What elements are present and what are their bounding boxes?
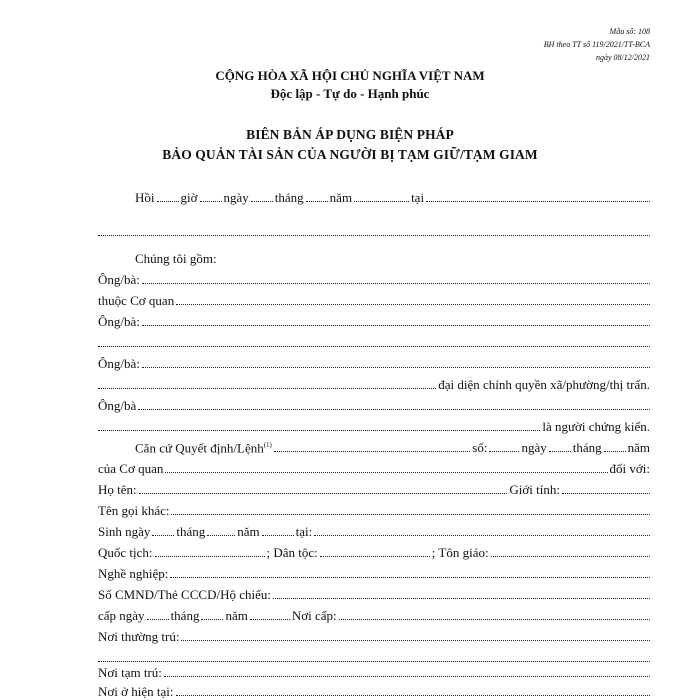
- issue-year-field[interactable]: [250, 619, 290, 620]
- label-nguoi-chung-kien: là người chứng kiến.: [542, 419, 650, 434]
- member1-name-field[interactable]: [142, 283, 650, 284]
- hour-field[interactable]: [157, 201, 179, 202]
- label-gioi-tinh: Giới tính:: [509, 482, 560, 497]
- label-issue-thang: tháng: [170, 608, 200, 623]
- basis-row: [135, 438, 650, 456]
- decision-number-field[interactable]: [489, 451, 519, 452]
- label-ton-giao: ; Tôn giáo:: [431, 545, 489, 560]
- decision-day-field[interactable]: [549, 451, 571, 452]
- issue-month-field[interactable]: [201, 619, 223, 620]
- label-so: số:: [472, 440, 488, 455]
- witness-name-field[interactable]: [138, 409, 650, 410]
- witness-role-row: [98, 417, 650, 435]
- current-address-row: [98, 682, 650, 700]
- witness-continuation-field[interactable]: [98, 430, 540, 431]
- alias-row: [98, 501, 650, 519]
- id-issue-row: [98, 606, 650, 624]
- issue-day-field[interactable]: [147, 619, 169, 620]
- occupation-row: [98, 564, 650, 582]
- birth-row: [98, 522, 650, 540]
- permanent-address-row: [98, 627, 650, 645]
- national-motto: Độc lập - Tự do - Hạnh phúc: [270, 86, 430, 101]
- ethnicity-field[interactable]: [320, 556, 430, 557]
- label-cua-co-quan: của Cơ quan: [98, 461, 164, 476]
- label-ngay: ngày: [223, 190, 249, 205]
- member1-row: [98, 270, 650, 288]
- label-ho-ten: Họ tên:: [98, 482, 137, 497]
- label-doi-voi: đối với:: [609, 461, 650, 476]
- temporary-address-row: [98, 663, 650, 681]
- label-nghe-nghiep: Nghề nghiệp:: [98, 566, 169, 581]
- minute-field[interactable]: [200, 201, 222, 202]
- issuing-agency-row: [98, 459, 650, 477]
- place-field[interactable]: [426, 201, 650, 202]
- month-field[interactable]: [306, 201, 328, 202]
- issue-place-field[interactable]: [339, 619, 650, 620]
- gender-field[interactable]: [562, 493, 650, 494]
- label-sinh-ngay: Sinh ngày: [98, 524, 151, 539]
- document-title-line1: BIÊN BẢN ÁP DỤNG BIỆN PHÁP: [246, 127, 454, 142]
- document-title-line2: BẢO QUẢN TÀI SẢN CỦA NGƯỜI BỊ TẠM GIỮ/TẠM GIAM: [162, 147, 538, 162]
- label-can-cu: [135, 437, 274, 456]
- temporary-address-field[interactable]: [164, 676, 650, 677]
- national-title: CỘNG HÒA XÃ HỘI CHỦ NGHĨA VIỆT NAM: [215, 68, 485, 83]
- decision-field[interactable]: [274, 451, 470, 452]
- label-ong-ba-4: Ông/bà: [98, 398, 137, 413]
- agency-field[interactable]: [176, 304, 650, 305]
- label-can-cu-text: Căn cứ Quyết định/Lệnh: [135, 440, 264, 455]
- decision-month-field[interactable]: [604, 451, 626, 452]
- form-circular: BH theo TT số 119/2021/TT-BCA: [543, 40, 650, 49]
- local-authority-row: [98, 375, 650, 393]
- religion-field[interactable]: [491, 556, 650, 557]
- opening-line: [135, 188, 650, 206]
- member3-name-field[interactable]: [142, 367, 650, 368]
- footnote-marker: (1): [263, 440, 272, 449]
- nationality-row: [98, 543, 650, 561]
- label-ong-ba: Ông/bà:: [98, 272, 140, 287]
- label-thang: tháng: [274, 190, 304, 205]
- label-birth-thang: tháng: [176, 524, 206, 539]
- id-number-field[interactable]: [273, 598, 650, 599]
- member2-continuation-field[interactable]: [98, 346, 650, 347]
- form-code-block: [544, 25, 650, 64]
- agency-row: [98, 291, 650, 309]
- fullname-row: [98, 480, 650, 498]
- nationality-field[interactable]: [155, 556, 265, 557]
- fullname-field[interactable]: [139, 493, 508, 494]
- label-cap-ngay: cấp ngày: [98, 608, 145, 623]
- member2-name-field[interactable]: [142, 325, 650, 326]
- occupation-field[interactable]: [170, 577, 650, 578]
- day-field[interactable]: [251, 201, 273, 202]
- label-noi-cap: Nơi cấp:: [291, 608, 337, 623]
- member2-continuation-row: [98, 333, 650, 351]
- label-basis-nam: năm: [627, 440, 650, 455]
- label-ten-goi-khac: Tên gọi khác:: [98, 503, 170, 518]
- member2-row: [98, 312, 650, 330]
- year-field[interactable]: [354, 201, 409, 202]
- label-quoc-tich: Quốc tịch:: [98, 545, 153, 560]
- label-basis-ngay: ngày: [521, 440, 547, 455]
- label-so-cmnd: Số CMND/Thẻ CCCD/Hộ chiếu:: [98, 587, 271, 602]
- place-continuation-line: [98, 222, 650, 240]
- label-gio: giờ: [180, 190, 198, 205]
- witness-row: [98, 396, 650, 414]
- label-ong-ba-3: Ông/bà:: [98, 356, 140, 371]
- label-hoi: Hồi: [135, 190, 155, 205]
- label-tai: tại: [411, 190, 425, 205]
- member3-row: [98, 354, 650, 372]
- birth-year-field[interactable]: [262, 535, 294, 536]
- label-noi-thuong-tru: Nơi thường trú:: [98, 629, 180, 644]
- label-issue-nam: năm: [225, 608, 248, 623]
- issuing-agency-field[interactable]: [165, 472, 607, 473]
- local-authority-field[interactable]: [98, 388, 436, 389]
- members-intro-row: [135, 249, 650, 267]
- label-dai-dien: đại diện chính quyền xã/phường/thị trấn.: [438, 377, 650, 392]
- label-ong-ba-2: Ông/bà:: [98, 314, 140, 329]
- label-dan-toc: ; Dân tộc:: [266, 545, 318, 560]
- label-noi-o-hien-tai: Nơi ở hiện tại:: [98, 684, 174, 699]
- birth-day-field[interactable]: [152, 535, 174, 536]
- form-number: Mẫu số: 108: [609, 27, 650, 36]
- birthplace-field[interactable]: [314, 535, 650, 536]
- label-basis-thang: tháng: [572, 440, 602, 455]
- label-birth-nam: năm: [237, 524, 260, 539]
- label-birth-tai: tại:: [295, 524, 313, 539]
- label-nam: năm: [329, 190, 353, 205]
- label-thuoc-co-quan: thuộc Cơ quan: [98, 293, 175, 308]
- permanent-address-continuation-field[interactable]: [98, 661, 650, 662]
- current-address-field[interactable]: [176, 695, 651, 696]
- label-noi-tam-tru: Nơi tạm trú:: [98, 665, 162, 680]
- alias-field[interactable]: [171, 514, 650, 515]
- id-number-row: [98, 585, 650, 603]
- birth-month-field[interactable]: [207, 535, 235, 536]
- place-field-continued[interactable]: [98, 235, 650, 236]
- form-date: ngày 08/12/2021: [596, 53, 650, 62]
- members-intro: Chúng tôi gồm:: [135, 251, 217, 266]
- permanent-address-field[interactable]: [181, 640, 650, 641]
